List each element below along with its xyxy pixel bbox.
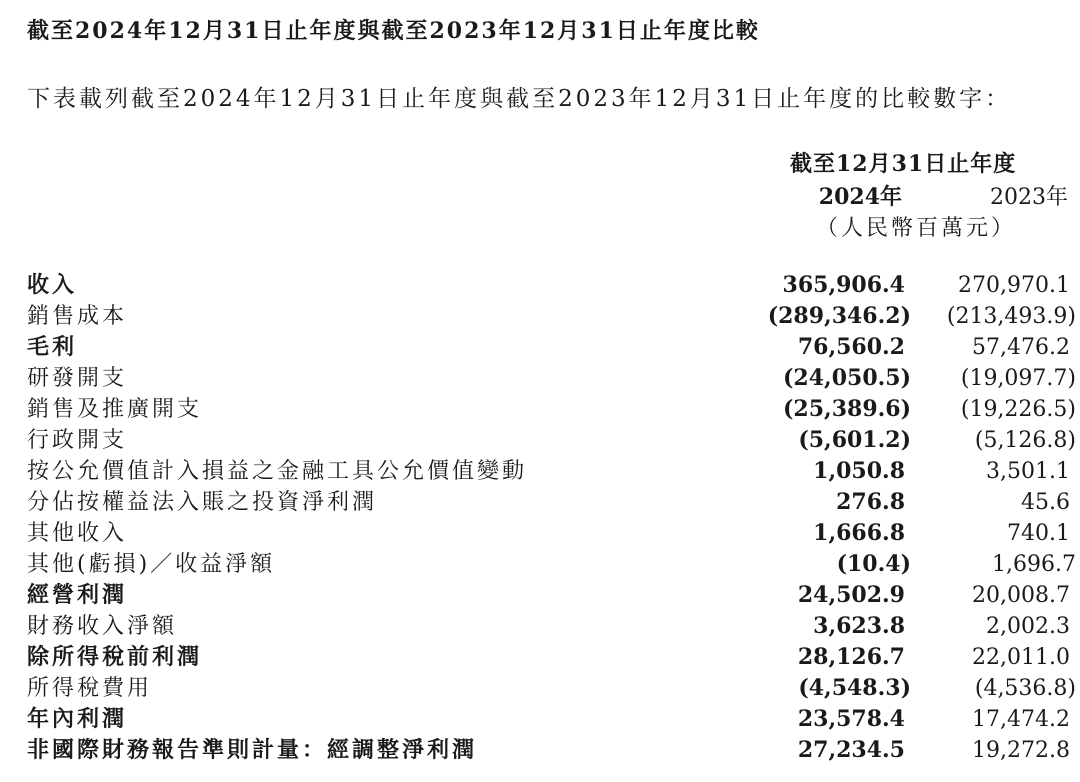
page-title: 截至2024年12月31日止年度與截至2023年12月31日止年度比較 [27,18,760,44]
table-row [27,673,1076,704]
row-label: 行政開支 [27,428,128,453]
value-2023: 19,272.8 [972,738,1070,763]
row-label: 銷售成本 [27,304,128,329]
table-row [27,363,1076,394]
row-label: 其他(虧損)／收益淨額 [27,552,276,577]
table-row [27,642,1070,673]
row-label: 所得稅費用 [27,676,153,701]
row-label: 按公允價值計入損益之金融工具公允價值變動 [27,459,528,484]
value-2024: (10.4) [836,551,911,577]
table-row [27,611,1070,642]
value-2024: 3,623.8 [813,613,905,639]
value-2023: 45.6 [1021,490,1070,515]
value-2023: 3,501.1 [986,459,1070,484]
intro-paragraph: 下表載列截至2024年12月31日止年度與截至2023年12月31日止年度的比較數字： [27,86,1012,112]
year-previous-header: 2023年 [990,185,1068,210]
value-2023: 17,474.2 [972,707,1070,732]
value-2024: 23,578.4 [797,706,905,732]
value-2023: (5,126.8) [974,428,1076,453]
value-2023: 57,476.2 [972,335,1070,360]
row-label: 其他收入 [27,521,128,546]
value-2023: (19,097.7) [960,366,1076,391]
row-label: 財務收入淨額 [27,614,178,639]
value-2024: (24,050.5) [783,365,911,391]
row-label: 年內利潤 [27,706,128,732]
value-2023: (213,493.9) [946,304,1076,329]
value-2024: (5,601.2) [798,427,911,453]
table-row [27,301,1076,332]
table-row [27,735,1070,766]
row-label: 收入 [27,272,78,298]
row-label: 銷售及推廣開支 [27,397,203,422]
value-2024: (25,389.6) [783,396,911,422]
value-2024: 365,906.4 [782,272,905,298]
table-row [27,394,1076,425]
table-row [27,332,1070,363]
row-label: 經營利潤 [27,582,128,608]
value-2023: (4,536.8) [974,676,1076,701]
table-row [27,549,1076,580]
value-2024: (4,548.3) [798,675,911,701]
table-row [27,580,1070,611]
value-2024: 28,126.7 [797,644,905,670]
row-label: 研發開支 [27,366,128,391]
row-label: 除所得稅前利潤 [27,644,203,670]
value-2023: 22,011.0 [972,645,1070,670]
table-row [27,518,1070,549]
value-2024: 1,050.8 [813,458,905,484]
table-row [27,425,1076,456]
value-2024: 276.8 [836,489,905,515]
period-header: 截至12月31日止年度 [790,151,1017,177]
value-2023: 2,002.3 [986,614,1070,639]
value-2024: 24,502.9 [797,582,905,608]
financial-table [27,270,1076,766]
value-2024: 76,560.2 [797,334,905,360]
row-label: 非國際財務報告準則計量：經調整淨利潤 [27,737,478,763]
value-2024: 1,666.8 [813,520,905,546]
value-2024: 27,234.5 [797,737,905,763]
row-label: 分佔按權益法入賬之投資淨利潤 [27,490,378,515]
value-2023: 1,696.7 [992,552,1076,577]
value-2023: 270,970.1 [958,273,1070,298]
value-2024: (289,346.2) [767,303,911,329]
table-row [27,456,1070,487]
table-row [27,487,1070,518]
value-2023: 20,008.7 [972,583,1070,608]
table-row [27,270,1070,301]
unit-header: （人民幣百萬元） [816,216,1017,241]
table-row [27,704,1070,735]
row-label: 毛利 [27,334,78,360]
value-2023: (19,226.5) [960,397,1076,422]
value-2023: 740.1 [1007,521,1070,546]
year-current-header: 2024年 [818,184,902,210]
